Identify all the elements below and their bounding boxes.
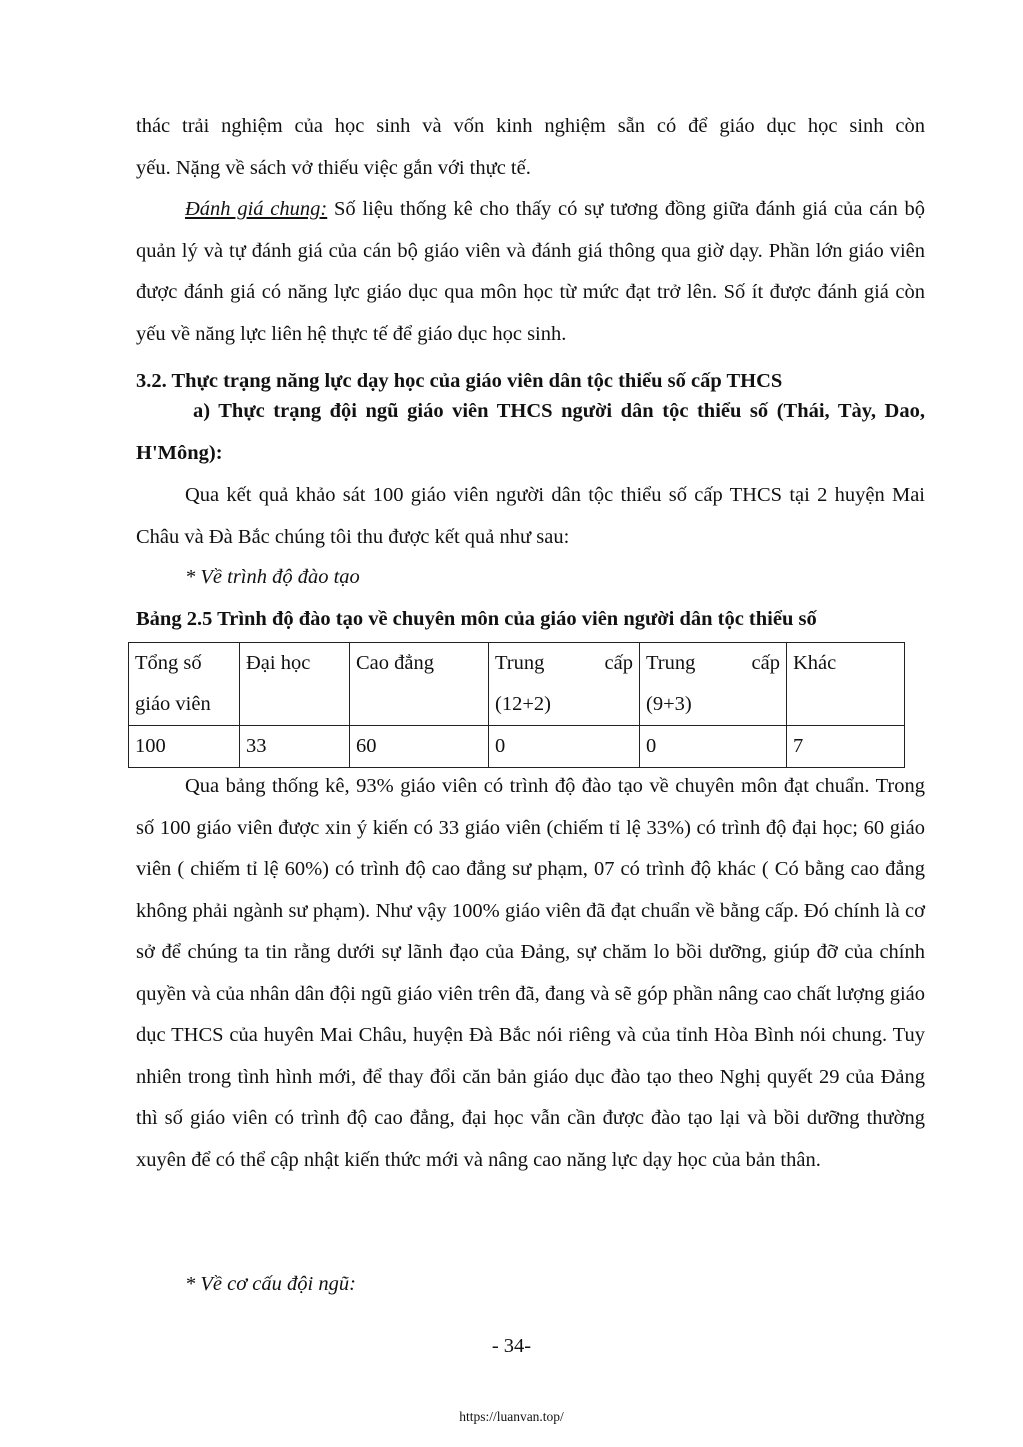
paragraph-line: thác trải nghiệm của học sinh và vốn kinh nghiệm sẵn có để giáo dục học sinh còn xyxy=(136,115,925,137)
table-row xyxy=(129,726,905,768)
table-header-cell xyxy=(489,643,640,726)
table-cell: 0 xyxy=(489,726,640,768)
table-header-cell xyxy=(129,643,240,726)
table-header-cell xyxy=(240,643,350,726)
page-number: - 34- xyxy=(491,1335,532,1357)
table-header-cell xyxy=(350,643,489,726)
table-cell: 100 xyxy=(129,726,240,768)
header-line: Cao đẳng xyxy=(356,652,434,674)
general-assessment-label: Đánh giá chung: xyxy=(185,198,328,220)
italic-training-heading: * Về trình độ đào tạo xyxy=(185,566,360,588)
table-cell: 0 xyxy=(640,726,787,768)
table-cell: 33 xyxy=(240,726,350,768)
header-line: giáo viên xyxy=(135,693,211,715)
paragraph-line: yếu. Nặng về sách vở thiếu việc gắn với thực tế. xyxy=(136,156,531,179)
general-assessment-text: Số liệu thống kê cho thấy có sự tương đồng giữa đánh giá của cán bộ quản lý và tự đánh giá của cán bộ giáo viên và đánh giá thông qua giờ dạy. Phần lớn giáo viên được đánh giá có năng lực giáo dục qua môn học từ mức đạt trở lên. Số ít được đánh giá còn yếu về năng lực liên hệ thực tế để giáo dục học sinh. xyxy=(136,198,925,345)
header-line: Trung cấp xyxy=(495,652,633,674)
training-table xyxy=(128,642,905,768)
paragraph-general-assessment xyxy=(136,189,925,355)
header-line: Trung cấp xyxy=(646,652,780,674)
footer-url: https://luanvan.top/ xyxy=(459,1409,564,1424)
table-cell: 7 xyxy=(787,726,905,768)
header-line: (9+3) xyxy=(646,693,692,715)
header-line: (12+2) xyxy=(495,693,551,715)
paragraph-continuation xyxy=(136,106,925,189)
table-cell: 60 xyxy=(350,726,489,768)
header-word: Tổng số xyxy=(135,652,202,674)
table-header-row xyxy=(129,643,905,726)
header-line: Khác xyxy=(793,652,837,674)
table-header-cell xyxy=(787,643,905,726)
table-header-cell xyxy=(640,643,787,726)
paragraph-analysis: Qua bảng thống kê, 93% giáo viên có trình độ đào tạo về chuyên môn đạt chuẩn. Trong số 100 giáo viên được xin ý kiến có 33 giáo viên (chiếm tỉ lệ 33%) có trình độ đại học; 60 giáo viên ( chiếm tỉ lệ 60%) có trình độ cao đẳng sư phạm, 07 có trình độ khác ( Có bằng cao đẳng không phải ngành sư phạm). Như vậy 100% giáo viên đã đạt chuẩn về bằng cấp. Đó chính là cơ sở để chúng ta tin rằng dưới sự lãnh đạo của Đảng, sự chăm lo bồi dưỡng, giúp đỡ của chính quyền và của nhân dân đội ngũ giáo viên trên đã, đang và sẽ góp phần nâng cao chất lượng giáo dục THCS của huyên Mai Châu, huyện Đà Bắc nói riêng và của tỉnh Hòa Bình nói chung. Tuy nhiên trong tình hình mới, để thay đổi căn bản giáo dục đào tạo theo Nghị quyết 29 của Đảng thì số giáo viên có trình độ cao đẳng, đại học vẫn cần được đào tạo lại và bồi dưỡng thường xuyên để có thể cập nhật kiến thức mới và nâng cao năng lực dạy học của bản thân. xyxy=(136,775,925,1171)
paragraph-survey: Qua kết quả khảo sát 100 giáo viên người dân tộc thiểu số cấp THCS tại 2 huyện Mai Châu và Đà Bắc chúng tôi thu được kết quả như sau: xyxy=(136,484,925,548)
italic-structure-heading: * Về cơ cấu đội ngũ: xyxy=(185,1273,356,1295)
header-line: Đại học xyxy=(246,652,311,674)
section-heading-3-2: 3.2. Thực trạng năng lực dạy học của giáo viên dân tộc thiểu số cấp THCS xyxy=(136,370,783,392)
subheading-a: a) Thực trạng đội ngũ giáo viên THCS người dân tộc thiểu số (Thái, Tày, Dao, H'Mông): xyxy=(136,400,925,464)
table-caption: Bảng 2.5 Trình độ đào tạo về chuyên môn của giáo viên người dân tộc thiểu số xyxy=(136,608,817,630)
